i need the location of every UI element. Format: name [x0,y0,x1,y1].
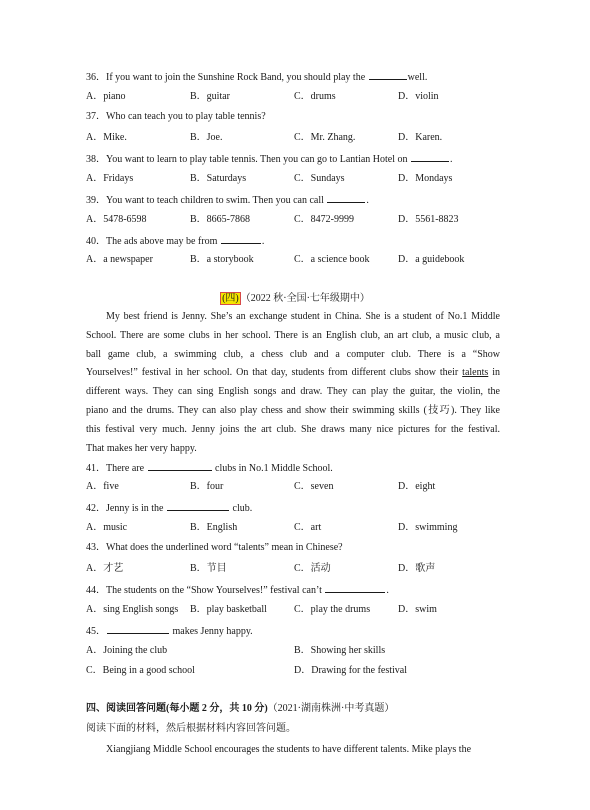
option-c: C．Sundays [294,173,345,184]
answer-blank [167,500,229,511]
option-c: C．8472-9999 [294,214,354,225]
option-d: D．Mondays [398,173,453,184]
question-text: 45． [86,626,106,637]
part-four-instruction: 阅读下面的材料，然后根据材料内容回答问题。 [86,723,296,734]
passage-line: this festival very much. Jenny joins the art club. She draws many nice pictures for the festival. [86,423,500,435]
option-a: A．才艺 [86,563,124,574]
option-a: A．sing English songs [86,604,179,615]
option-b: B．节目 [190,563,227,574]
option-c: C．seven [294,481,334,492]
option-a: A．five [86,481,119,492]
option-b: B．play basketball [190,604,267,615]
question-text: 44．The students on the “Show Yourselves!” festival can’t [86,585,325,596]
answer-blank [221,233,261,244]
option-b: B．a storybook [190,254,254,265]
passage-text: Yourselves!” festival in her school. On that day, students from different clubs show their [86,367,463,379]
passage-line: School. There are some clubs in her school. There is an English club, an art club, a music club, a [86,329,500,341]
passage-line: My best friend is Jenny. She’s an exchange student in China. She is a student of No.1 Middle [106,311,500,322]
section-tag: (四) [222,293,239,304]
question-45-stem [86,623,253,639]
option-b: B．Saturdays [190,173,247,184]
question-text: . [261,236,265,247]
part-four-first-line: Xiangjiang Middle School encourages the students to have different talents. Mike plays the [106,744,472,755]
option-a: A．Joining the club [86,645,168,656]
option-c: C．Mr. Zhang. [294,132,356,143]
question-text: . [366,195,369,206]
passage-line [86,364,500,383]
option-b: B．8665-7868 [190,214,250,225]
option-d: D．eight [398,481,436,492]
option-b: B．guitar [190,91,230,102]
answer-blank [148,460,212,471]
option-d: D．swim [398,604,437,615]
option-d: D．swimming [398,522,458,533]
answer-blank [411,151,449,162]
option-c: C．play the drums [294,604,371,615]
question-text: . [386,585,389,596]
option-b: B．four [190,481,224,492]
question-42-stem [86,500,252,516]
option-c: C．活动 [294,563,331,574]
question-41-stem [86,460,333,476]
question-38-stem [86,151,453,167]
question-text: 42．Jenny is in the [86,503,166,514]
option-a: A．music [86,522,128,533]
question-text: 40．The ads above may be from [86,236,220,247]
option-c: C．Being in a good school [86,665,195,676]
option-d: D．Drawing for the festival [294,665,408,676]
option-d: D．a guidebook [398,254,465,265]
question-40-stem [86,233,264,249]
option-c: C．a science book [294,254,370,265]
option-d: D．Karen. [398,132,443,143]
answer-blank [327,192,365,203]
question-text: makes Jenny happy. [170,626,253,637]
question-44-stem [86,582,389,598]
option-b: B．English [190,522,238,533]
option-d: D．5561-8823 [398,214,459,225]
section-title [0,292,590,306]
option-b: B．Showing her skills [294,645,386,656]
question-text: club. [230,503,253,514]
passage-text: in [488,367,501,379]
question-37-stem: 37．Who can teach you to play table tennis? [86,111,266,122]
option-a: A．a newspaper [86,254,153,265]
option-b: B．Joe. [190,132,223,143]
option-a: A．piano [86,91,126,102]
passage-line: ball game club, a swimming club, a chess club and a computer club. There is a “Show [86,348,500,360]
option-d: D．歌声 [398,563,436,574]
question-36-stem [86,69,427,85]
option-a: A．Fridays [86,173,134,184]
question-43-stem: 43．What does the underlined word “talents” mean in Chinese? [86,542,343,553]
heading-source: （2021·湖南株洲·中考真题） [267,703,395,714]
option-c: C．drums [294,91,336,102]
question-39-stem [86,192,369,208]
passage-line: That makes her very happy. [86,442,197,454]
underlined-word: talents [462,367,489,379]
question-text: well. [407,72,428,83]
question-text: 38．You want to learn to play table tennis. Then you can go to Lantian Hotel on [86,154,411,165]
reading-passage [86,308,500,458]
answer-blank [325,582,385,593]
question-text: 39．You want to teach children to swim. Then you can call [86,195,327,206]
option-d: D．violin [398,91,439,102]
option-a: A．Mike. [86,132,127,143]
answer-blank [107,623,169,634]
question-text: clubs in No.1 Middle School. [212,463,333,474]
option-c: C．art [294,522,322,533]
option-a: A．5478-6598 [86,214,147,225]
question-text: 36．If you want to join the Sunshine Rock Band, you should play the [86,72,368,83]
heading-text: 四、阅读回答问题(每小题 2 分，共 10 分) [86,703,268,714]
passage-line: different ways. They can sing English songs and draw. They can play the guitar, the violin, the [86,386,500,398]
question-text: . [450,154,453,165]
section-source: （2022 秋·全国·七年级期中） [240,293,370,304]
question-text: 41．There are [86,463,147,474]
passage-line: piano and the drums. They can also play chess and show their swimming skills (技巧). They like [86,404,500,416]
part-four-heading [86,702,394,716]
answer-blank [369,69,407,80]
